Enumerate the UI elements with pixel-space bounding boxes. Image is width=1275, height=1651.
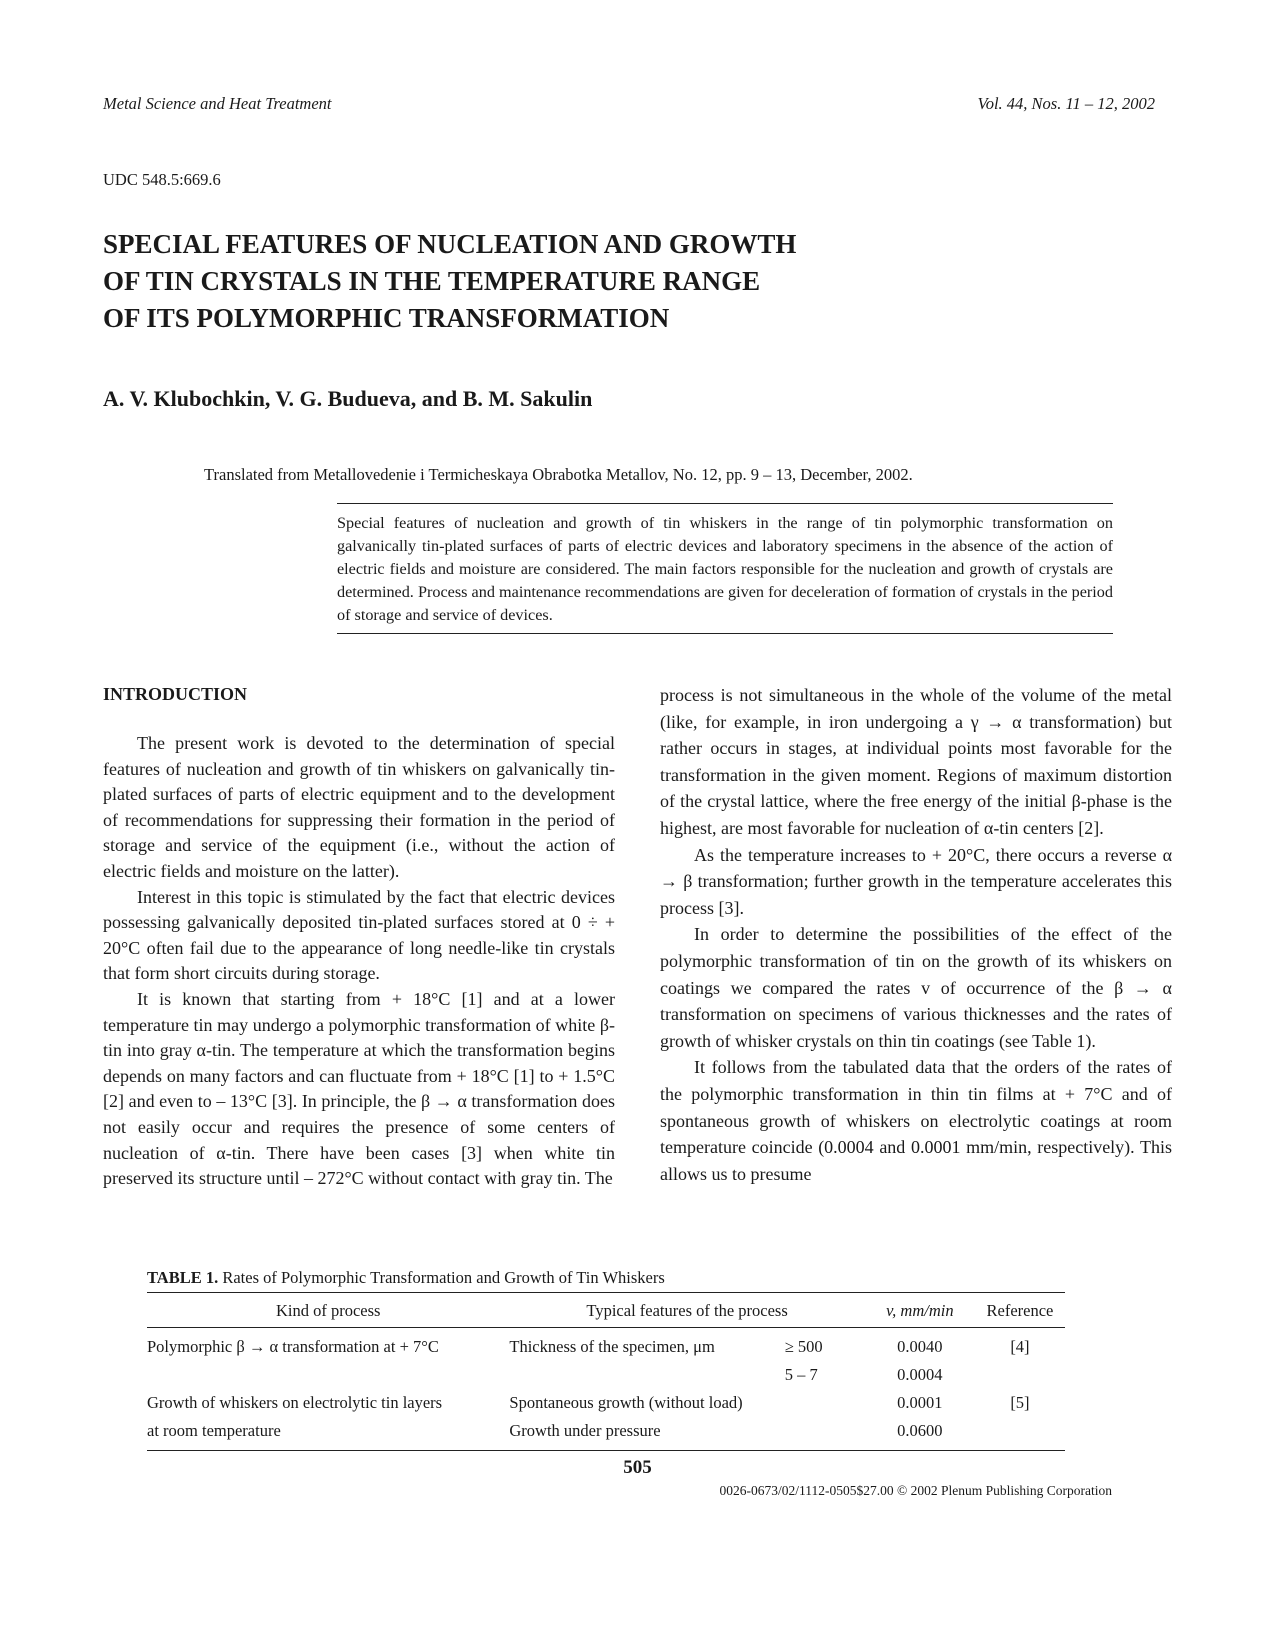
translation-note: Translated from Metallovedenie i Termicheskaya Obrabotka Metallov, No. 12, pp. 9 – 13, December, 2002.	[204, 465, 913, 484]
paragraph: It follows from the tabulated data that the orders of the rates of the polymorphic transformation in thin tin films at + 7°C and of spontaneous growth of whiskers on electrolytic coatings at room temperature coincide (0.0004 and 0.0001 mm/min, respectively). This allows us to presume	[660, 1057, 1172, 1184]
column-header: v, mm/min	[865, 1293, 975, 1328]
cell-reference	[975, 1417, 1065, 1451]
table-row	[147, 1417, 1065, 1451]
title-line: OF ITS POLYMORPHIC TRANSFORMATION	[103, 303, 670, 333]
title-line: SPECIAL FEATURES OF NUCLEATION AND GROWTH	[103, 229, 797, 259]
abstract-top-rule	[337, 503, 1113, 504]
paragraph: It is known that starting from + 18°C [1] and at a lower temperature tin may undergo a polymorphic transformation of white β-tin into gray α-tin. The temperature at which the transformation begins depends on many factors and can fluctuate from + 18°C [1] to + 1.5°C [2] and even to – 13°C [3]. In principle, the β → α transformation does not easily occur and requires the presence of some centers of nucleation of α-tin. There have been cases [3] when white tin preserved its structure until – 272°C without contact with gray tin. The	[103, 988, 615, 1189]
cell-process: Growth of whiskers on electrolytic tin layers	[147, 1393, 443, 1412]
abstract: Special features of nucleation and growth of tin whiskers in the range of tin polymorphic transformation on galvanically tin-plated surfaces of parts of electric devices and laboratory specimens in the absence of the action of electric fields and moisture are considered. The main factors responsible for the nucleation and growth of crystals are determined. Process and maintenance recommendations are given for deceleration of formation of crystals in the period of storage and service of devices.	[337, 514, 1113, 624]
udc-code: UDC 548.5:669.6	[103, 170, 221, 189]
table-caption-text: Rates of Polymorphic Transformation and Growth of Tin Whiskers	[222, 1268, 665, 1287]
volume-info: Vol. 44, Nos. 11 – 12, 2002	[977, 94, 1155, 113]
cell-param	[785, 1389, 865, 1417]
cell-param	[785, 1417, 865, 1451]
cell-reference: [4]	[1010, 1337, 1030, 1356]
paragraph: The present work is devoted to the determination of special features of nucleation and growth of tin whiskers on galvanically tin-plated surfaces of parts of electric equipment and to the development of recommendations for suppressing their formation in the period of storage and service of the equipment (i.e., without the action of electric fields and moisture on the latter).	[103, 733, 615, 881]
cell-rate: 0.0004	[897, 1365, 943, 1384]
section-heading-introduction: INTRODUCTION	[103, 684, 248, 704]
column-header: Reference	[975, 1293, 1065, 1328]
authors: A. V. Klubochkin, V. G. Budueva, and B. M. Sakulin	[103, 386, 593, 411]
cell-feature: Growth under pressure	[509, 1417, 784, 1451]
journal-name: Metal Science and Heat Treatment	[103, 94, 332, 113]
column-header: Typical features of the process	[509, 1293, 864, 1328]
cell-param: ≥ 500	[784, 1337, 823, 1356]
cell-process: Polymorphic β → α transformation at + 7°C	[147, 1337, 439, 1356]
paragraph: process is not simultaneous in the whole of the volume of the metal (like, for example, in iron undergoing a γ → α transformation) but rather occurs in stages, at individual points most favorable for the transformation in the given moment. Regions of maximum distortion of the crystal lattice, where the free energy of the initial β-phase is the highest, are most favorable for nucleation of α-tin centers [2].	[660, 685, 1172, 838]
title-line: OF TIN CRYSTALS IN THE TEMPERATURE RANGE	[103, 266, 761, 296]
table-row	[147, 1328, 1065, 1362]
cell-rate: 0.0600	[865, 1417, 975, 1451]
cell-process: at room temperature	[147, 1417, 509, 1451]
table-caption	[147, 1268, 665, 1288]
left-column-text	[103, 731, 615, 1192]
cell-feature: Thickness of the specimen, μm	[509, 1337, 715, 1356]
column-header: Kind of process	[147, 1293, 509, 1328]
paragraph: In order to determine the possibilities of the effect of the polymorphic transformation of tin on the growth of its whiskers on coatings we compared the rates v of occurrence of the β → α transformation on specimens of various thicknesses and the rates of growth of whisker crystals on thin tin coatings (see Table 1).	[660, 924, 1172, 1051]
article-title	[103, 226, 903, 337]
cell-reference	[975, 1361, 1065, 1389]
right-column-text	[660, 682, 1172, 1187]
cell-param: 5 – 7	[784, 1365, 818, 1384]
cell-feature	[509, 1361, 784, 1389]
paragraph: As the temperature increases to + 20°C, there occurs a reverse α → β transformation; further growth in the temperature accelerates this process [3].	[660, 844, 1172, 918]
abstract-bottom-rule	[337, 633, 1113, 634]
cell-rate: 0.0040	[897, 1337, 943, 1356]
data-table	[147, 1292, 1065, 1451]
table-row	[147, 1361, 1065, 1389]
cell-feature: Spontaneous growth (without load)	[509, 1393, 743, 1412]
cell-process	[147, 1361, 509, 1389]
table-row	[147, 1389, 1065, 1417]
paragraph: Interest in this topic is stimulated by the fact that electric devices possessing galvanically deposited tin-plated surfaces stored at 0 ÷ + 20°C often fail due to the appearance of long needle-like tin crystals that form short circuits during storage.	[103, 886, 615, 984]
table-caption-label: TABLE 1.	[147, 1268, 219, 1287]
cell-reference: [5]	[1010, 1393, 1030, 1412]
copyright-line: 0026-0673/02/1112-0505$27.00 © 2002 Plenum Publishing Corporation	[719, 1483, 1112, 1498]
cell-rate: 0.0001	[897, 1393, 943, 1412]
table-header-row	[147, 1293, 1065, 1328]
page-number: 505	[623, 1457, 652, 1478]
